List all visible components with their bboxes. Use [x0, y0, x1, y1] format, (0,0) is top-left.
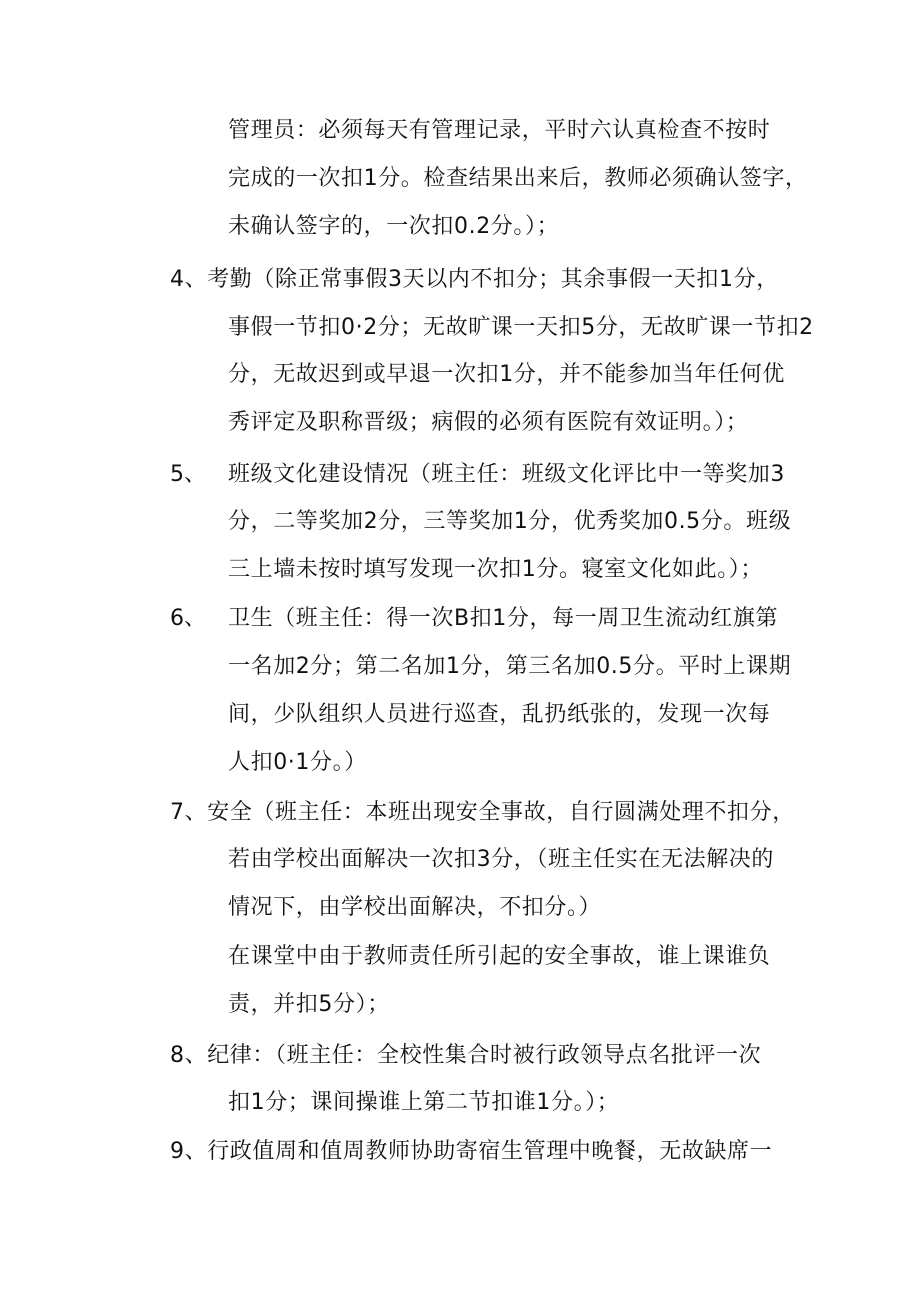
text-line: 未确认签字的，一次扣0.2分。）；	[228, 214, 560, 239]
text-line: 一名加2分；第二名加1分，第三名加0.5分。平时上课期	[228, 654, 792, 679]
text-line: 在课堂中由于教师责任所引起的安全事故，谁上课谁负	[228, 944, 771, 969]
text-line: 分，无故迟到或早退一次扣1分，并不能参加当年任何优	[228, 362, 785, 387]
item-5-number: 5、	[170, 462, 206, 487]
text-line: 秀评定及职称晋级；病假的必须有医院有效证明。）；	[228, 410, 749, 435]
item-8-line: 8、纪律：（班主任：全校性集合时被行政领导点名批评一次	[170, 1043, 762, 1068]
text-line: 分，二等奖加2分，三等奖加1分，优秀奖加0.5分。班级	[228, 509, 792, 534]
item-7-line: 7、安全（班主任：本班出现安全事故，自行圆满处理不扣分，	[170, 800, 795, 825]
item-4-line: 4、考勤（除正常事假3天以内不扣分；其余事假一天扣1分，	[170, 267, 779, 292]
text-line: 扣1分；课间操谁上第二节扣谁1分。）；	[228, 1090, 620, 1115]
item-5-line: 班级文化建设情况（班主任：班级文化评比中一等奖加3	[228, 462, 785, 487]
item-6-line: 卫生（班主任：得一次B扣1分，每一周卫生流动红旗第	[228, 606, 779, 631]
item-9-line: 9、行政值周和值周教师协助寄宿生管理中晚餐，无故缺席一	[170, 1139, 773, 1164]
text-line: 三上墙未按时填写发现一次扣1分。寝室文化如此。）；	[228, 557, 763, 582]
text-line: 管理员：必须每天有管理记录，平时六认真检查不按时	[228, 118, 771, 143]
text-line: 若由学校出面解决一次扣3分，（班主任实在无法解决的	[228, 847, 774, 872]
text-line: 情况下，由学校出面解决，不扣分。）	[228, 895, 602, 920]
text-line: 间，少队组织人员进行巡查，乱扔纸张的，发现一次每	[228, 702, 771, 727]
text-line: 人扣0·1分。）	[228, 750, 367, 775]
text-line: 完成的一次扣1分。检查结果出来后，教师必须确认签字，	[228, 166, 808, 191]
text-line: 责，并扣5分）；	[228, 992, 390, 1017]
item-6-number: 6、	[170, 606, 206, 631]
text-line: 事假一节扣0·2分；无故旷课一天扣5分，无故旷课一节扣2	[228, 315, 814, 340]
